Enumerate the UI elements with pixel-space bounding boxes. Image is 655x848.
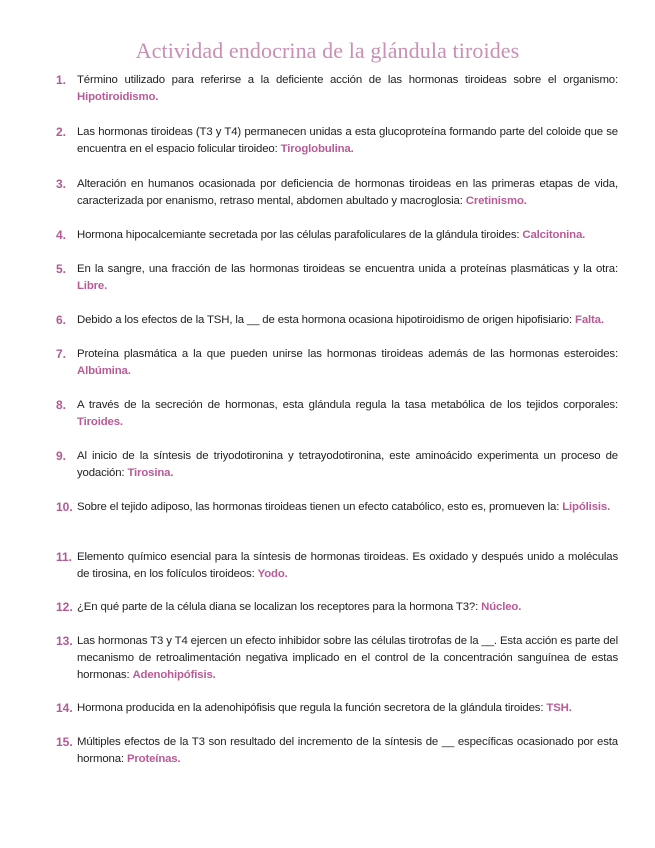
answer-text: Falta. xyxy=(575,314,604,326)
list-item xyxy=(56,346,618,380)
item-number: 10. xyxy=(56,500,73,514)
item-number: 4. xyxy=(56,228,67,242)
list-item xyxy=(56,176,618,210)
question-text: Múltiples efectos de la T3 son resultado del incremento de la síntesis de __ específicas ocasionado por esta hormona: xyxy=(77,736,618,765)
item-number: 2. xyxy=(56,125,67,139)
answer-text: Proteínas. xyxy=(126,753,181,765)
item-text xyxy=(77,312,618,329)
question-text: En la sangre, una fracción de las hormonas tiroideas se encuentra unida a proteínas plasmáticas y la otra: xyxy=(77,263,618,275)
item-number: 15. xyxy=(56,735,73,749)
item-text xyxy=(77,734,618,768)
item-text xyxy=(77,448,618,482)
question-text: Proteína plasmática a la que pueden unirse las hormonas tiroideas además de las hormonas esteroides: xyxy=(77,348,618,360)
answer-text: Yodo. xyxy=(257,568,288,580)
item-text xyxy=(77,124,618,158)
answer-text: Lipólisis. xyxy=(562,501,611,513)
item-number: 5. xyxy=(56,262,67,276)
question-text: Hormona hipocalcemiante secretada por las células parafoliculares de la glándula tiroides: xyxy=(77,229,520,241)
list-item xyxy=(56,124,618,158)
item-text xyxy=(77,633,618,684)
answer-text: Tiroides. xyxy=(77,416,123,428)
item-text xyxy=(77,227,618,244)
answer-text: Calcitonina. xyxy=(522,229,586,241)
answer-text: TSH. xyxy=(546,702,572,714)
answer-text: Libre. xyxy=(77,280,108,292)
list-item xyxy=(56,448,618,482)
question-text: Elemento químico esencial para la síntesis de hormonas tiroideas. Es oxidado y después unido a moléculas de tirosina, en los folículos tiroideos: xyxy=(77,551,618,580)
list-item xyxy=(56,599,618,616)
answer-text: Tirosina. xyxy=(127,467,174,479)
item-number: 12. xyxy=(56,600,73,614)
question-text: Las hormonas T3 y T4 ejercen un efecto inhibidor sobre las células tirotrofas de la __. Esta acción es parte del mecanismo de retroalimentación negativa implicado en el control de la concentración sanguínea de estas hormonas: xyxy=(77,635,618,681)
item-text xyxy=(77,346,618,380)
item-number: 14. xyxy=(56,701,73,715)
item-text xyxy=(77,397,618,431)
page-title: Actividad endocrina de la glándula tiroides xyxy=(135,38,520,63)
list-item xyxy=(56,700,618,717)
item-text xyxy=(77,72,618,106)
item-text xyxy=(77,549,618,583)
answer-text: Albúmina. xyxy=(77,365,131,377)
item-text xyxy=(77,599,618,616)
item-number: 9. xyxy=(56,449,67,463)
question-text: Alteración en humanos ocasionada por deficiencia de hormonas tiroideas en las primeras etapas de vida, caracterizada por enanismo, retraso mental, abdomen abultado y macroglosia: xyxy=(77,178,618,207)
list-item xyxy=(56,499,618,516)
question-text: Término utilizado para referirse a la deficiente acción de las hormonas tiroideas sobre el organismo: xyxy=(77,74,618,86)
list-item xyxy=(56,72,618,106)
question-text: Al inicio de la síntesis de triyodotironina y tetrayodotironina, este aminoácido experimenta un proceso de yodación: xyxy=(77,450,618,479)
item-number: 7. xyxy=(56,347,67,361)
item-number: 3. xyxy=(56,177,67,191)
list-item xyxy=(56,261,618,295)
question-text: Sobre el tejido adiposo, las hormonas tiroideas tienen un efecto catabólico, esto es, promueven la: xyxy=(77,501,560,513)
list-item xyxy=(56,227,618,244)
answer-text: Tiroglobulina. xyxy=(280,143,354,155)
question-text: Hormona producida en la adenohipófisis que regula la función secretora de la glándula tiroides: xyxy=(77,702,544,714)
answer-text: Cretinismo. xyxy=(465,195,527,207)
list-item xyxy=(56,549,618,583)
answer-text: Adenohipófisis. xyxy=(132,669,216,681)
item-number: 1. xyxy=(56,73,67,87)
item-number: 8. xyxy=(56,398,67,412)
item-text xyxy=(77,700,618,717)
list-item xyxy=(56,734,618,768)
answer-text: Hipotiroidismo. xyxy=(77,91,159,103)
question-text: Las hormonas tiroideas (T3 y T4) permanecen unidas a esta glucoproteína formando parte del coloide que se encuentra en el espacio folicular tiroideo: xyxy=(77,126,618,155)
item-number: 6. xyxy=(56,313,67,327)
question-text: A través de la secreción de hormonas, esta glándula regula la tasa metabólica de los tejidos corporales: xyxy=(77,399,618,411)
item-text xyxy=(77,499,618,516)
answer-text: Núcleo. xyxy=(481,601,522,613)
list-item xyxy=(56,633,618,684)
item-number: 11. xyxy=(56,550,73,564)
list-item xyxy=(56,397,618,431)
item-text xyxy=(77,261,618,295)
item-text xyxy=(77,176,618,210)
item-number: 13. xyxy=(56,634,73,648)
question-text: Debido a los efectos de la TSH, la __ de esta hormona ocasiona hipotiroidismo de origen hipofisiario: xyxy=(77,314,572,326)
list-item xyxy=(56,312,618,329)
question-text: ¿En qué parte de la célula diana se localizan los receptores para la hormona T3?: xyxy=(77,601,479,613)
